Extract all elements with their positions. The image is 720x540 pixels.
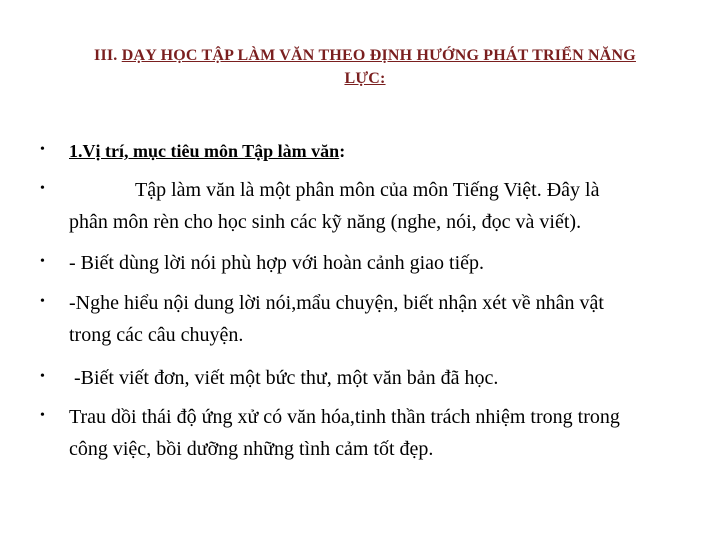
title-prefix: III. (94, 47, 122, 64)
section-heading-colon: : (339, 141, 346, 161)
bullet-line-2: phân môn rèn cho học sinh các kỹ năng (nghe, nói, đọc và viết). (69, 211, 582, 233)
bullet-text: -Biết viết đơn, viết một bức thư, một văn bản đã học. (69, 367, 499, 389)
title-line-1: DẠY HỌC TẬP LÀM VĂN THEO ĐỊNH HƯỚNG PHÁT TRIỂN NĂNG (121, 47, 636, 64)
bullet-marker: • (40, 181, 45, 196)
bullet-line-1: Trau dồi thái độ ứng xử có văn hóa,tinh thần trách nhiệm trong trong (69, 406, 620, 428)
title-line-2: LỰC: (344, 70, 386, 87)
bullet-text: - Biết dùng lời nói phù hợp với hoàn cảnh giao tiếp. (69, 252, 484, 274)
bullet-text (69, 174, 684, 238)
bullet-marker: • (40, 369, 45, 384)
bullet-line-1: -Nghe hiểu nội dung lời nói,mẩu chuyện, biết nhận xét về nhân vật (69, 292, 604, 314)
bullet-text (69, 287, 684, 351)
bullet-marker: • (40, 254, 45, 269)
bullet-marker: • (40, 294, 45, 309)
section-heading-text: 1.Vị trí, mục tiêu môn Tập làm văn (69, 141, 340, 161)
bullet-marker: • (40, 408, 45, 423)
bullet-line-1: Tập làm văn là một phân môn của môn Tiếng Việt. Đây là (135, 179, 600, 201)
bullet-text (69, 401, 684, 465)
bullet-line-2: công việc, bồi dưỡng những tình cảm tốt đẹp. (69, 438, 434, 460)
bullet-marker: • (40, 142, 45, 157)
bullet-line-2: trong các câu chuyện. (69, 324, 244, 346)
section-heading (69, 135, 684, 167)
